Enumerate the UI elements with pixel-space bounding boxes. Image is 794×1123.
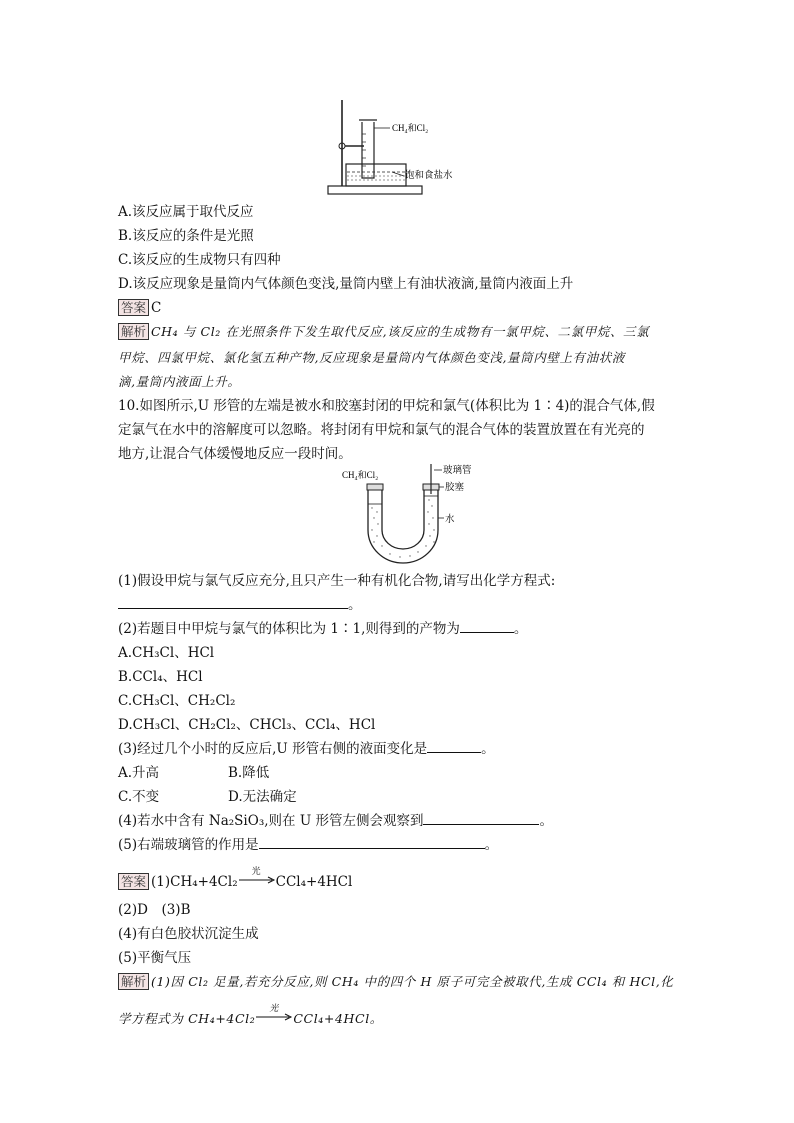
fig2-tube-label: 玻璃管 — [443, 465, 472, 476]
q9-option-b: B.该反应的条件是光照 — [118, 228, 254, 244]
q9-option-d: D.该反应现象是量筒内气体颜色变浅,量筒内壁上有油状液滴,量筒内液面上升 — [118, 276, 574, 292]
q10-part-3-option-b: B.降低 — [228, 765, 270, 781]
answer-tag: 答案 — [118, 299, 149, 316]
q10-part-2-option-a: A.CH₃Cl、HCl — [118, 645, 215, 661]
explanation-tag: 解析 — [118, 973, 149, 990]
q10-answer-5: (5)平衡气压 — [118, 950, 192, 966]
q9-option-a: A.该反应属于取代反应 — [118, 204, 254, 220]
q10-part-3-option-d: D.无法确定 — [228, 789, 297, 805]
explanation-tag: 解析 — [118, 323, 149, 340]
q10-part-3: (3)经过几个小时的反应后,U 形管右侧的液面变化是 。 — [118, 741, 495, 757]
fig1-gas-label: CH₄和Cl₂ — [392, 123, 429, 133]
q9-option-c: C.该反应的生成物只有四种 — [118, 252, 281, 268]
q10-part-5: (5)右端玻璃管的作用是 。 — [118, 837, 499, 853]
q10-explanation-line-2: 学方程式为 CH₄+4Cl₂ 光 CCl₄+4HCl。 — [118, 1004, 383, 1026]
fig2-gas-label: CH₄和Cl₂ — [342, 470, 379, 480]
q10-stem-line-1: 10.如图所示,U 形管的左端是被水和胶塞封闭的甲烷和氯气(体积比为 1∶4)的混合气体,假 — [118, 398, 655, 414]
figure-methane-chlorine-cylinder — [320, 98, 480, 198]
q10-answer-4: (4)有白色胶状沉淀生成 — [118, 926, 259, 942]
fig2-water-label: 水 — [445, 514, 455, 525]
reaction-arrow: 光 — [255, 1009, 293, 1023]
answer-blank[interactable] — [259, 836, 485, 849]
q10-part-2-option-b: B.CCl₄、HCl — [118, 669, 203, 685]
q10-stem-line-2: 定氯气在水中的溶解度可以忽略。将封闭有甲烷和氯气的混合气体的装置放置在有光亮的 — [118, 422, 645, 438]
q10-answer-1: 答案 (1)CH₄+4Cl₂ 光 CCl₄+4HCl — [118, 872, 352, 891]
q10-explanation-line-1: 解析 (1)因 Cl₂ 足量,若充分反应,则 CH₄ 中的四个 H 原子可完全被取代,生成 CCl₄ 和 HCl,化 — [118, 973, 673, 991]
q10-part-2-option-c: C.CH₃Cl、CH₂Cl₂ — [118, 693, 236, 709]
q9-answer-value: C — [151, 300, 162, 316]
answer-blank[interactable] — [423, 812, 539, 825]
answer-blank[interactable] — [460, 620, 514, 633]
q10-part-3-option-a: A.升高 — [118, 765, 160, 781]
q10-answer-2-3: (2)D (3)B — [118, 902, 191, 918]
q9-answer — [118, 299, 161, 317]
fig2-stopper-label: 胶塞 — [445, 482, 465, 493]
answer-tag: 答案 — [118, 873, 149, 890]
q10-part-3-option-c: C.不变 — [118, 789, 160, 805]
figure-u-tube — [338, 460, 472, 566]
reaction-arrow: 光 — [238, 872, 276, 886]
q9-explanation-line-3: 滴,量筒内液面上升。 — [118, 374, 241, 389]
q10-part-2: (2)若题目中甲烷与氯气的体积比为 1∶1,则得到的产物为 。 — [118, 621, 528, 637]
q9-explanation-line-1: 解析 CH₄ 与 Cl₂ 在光照条件下发生取代反应,该反应的生成物有一氯甲烷、二氯甲烷、三氯 — [118, 323, 649, 341]
q10-stem-line-3: 地方,让混合气体缓慢地反应一段时间。 — [118, 446, 352, 462]
answer-blank[interactable] — [427, 740, 481, 753]
q9-explanation-line-2: 甲烷、四氯甲烷、氯化氢五种产物,反应现象是量筒内气体颜色变浅,量筒内壁上有油状液 — [118, 350, 625, 365]
answer-blank[interactable] — [118, 596, 348, 609]
q10-part-2-option-d: D.CH₃Cl、CH₂Cl₂、CHCl₃、CCl₄、HCl — [118, 717, 376, 733]
q10-part-4: (4)若水中含有 Na₂SiO₃,则在 U 形管左侧会观察到 。 — [118, 813, 553, 829]
q10-part-1: (1)假设甲烷与氯气反应充分,且只产生一种有机化合物,请写出化学方程式: — [118, 573, 556, 589]
q10-part-1-blank-line: 。 — [118, 596, 362, 614]
fig1-water-label: 饱和食盐水 — [405, 170, 453, 181]
